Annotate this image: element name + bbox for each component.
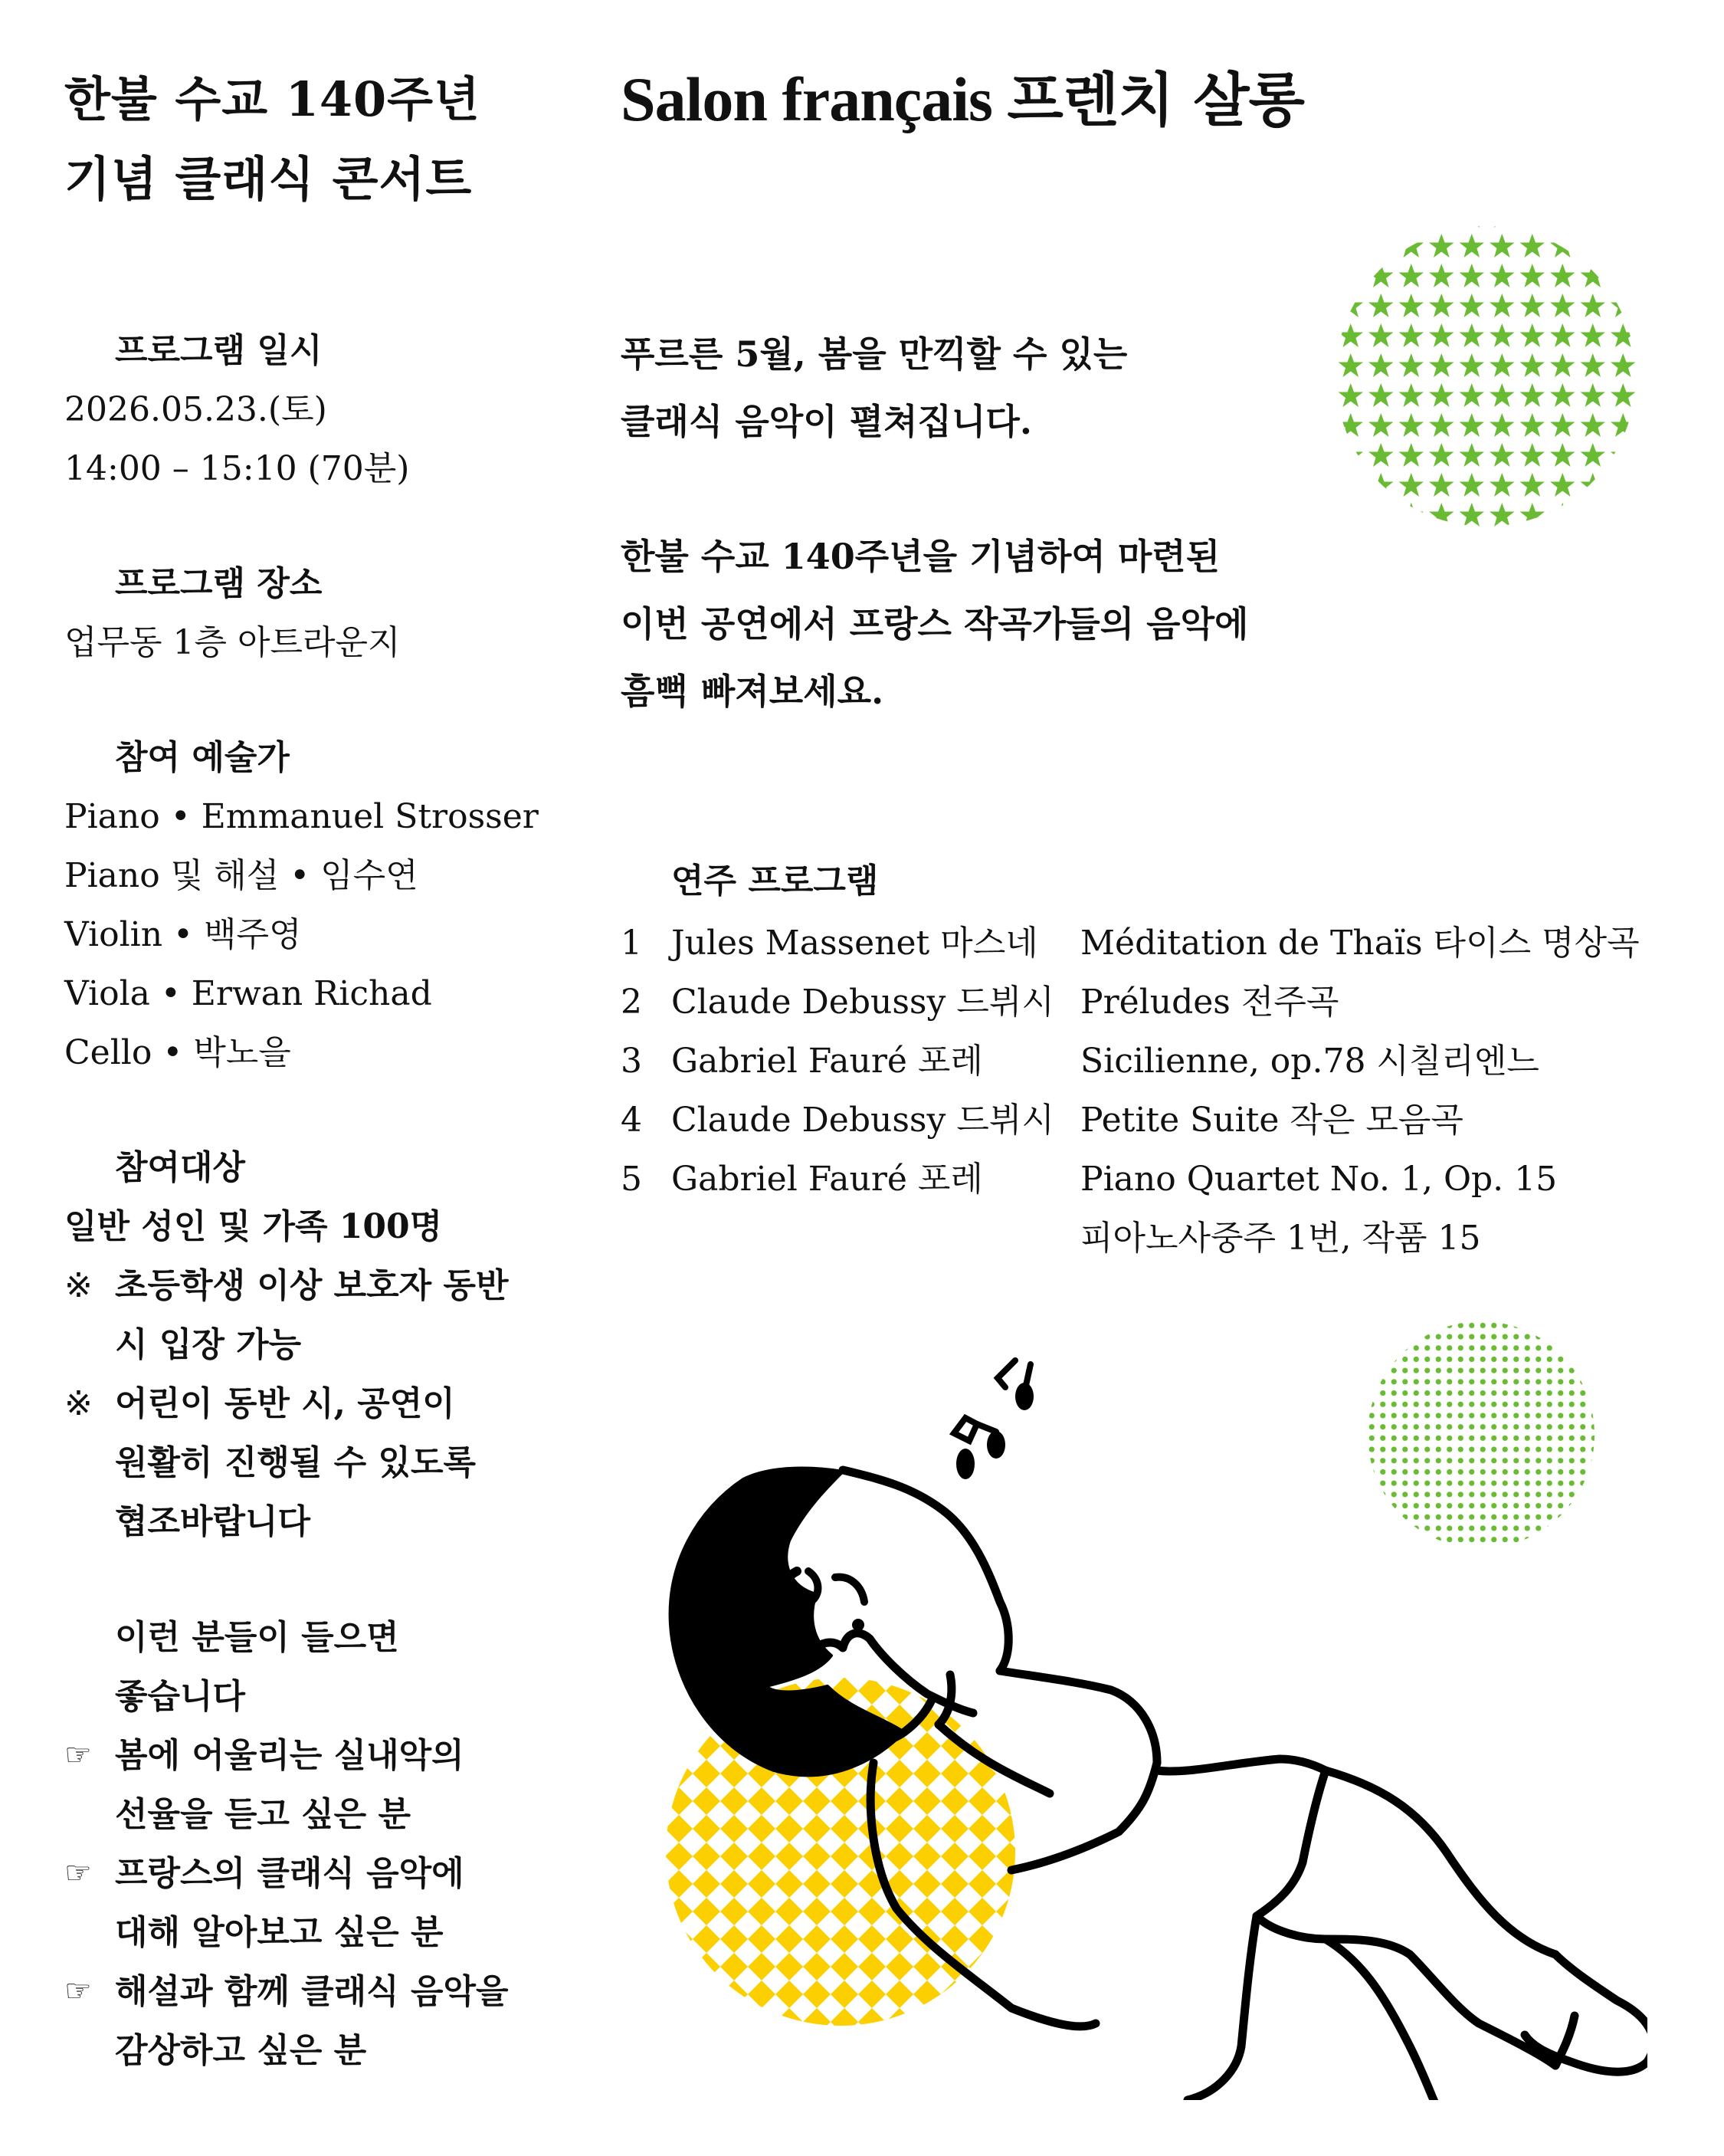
green-star-circle-icon xyxy=(1333,224,1638,529)
audience-capacity: 일반 성인 및 가족 100명 xyxy=(64,1207,443,1246)
schedule-heading: 프로그램 일시 xyxy=(115,331,323,370)
artists-heading: 참여 예술가 xyxy=(115,738,290,777)
program-number: 5 xyxy=(621,1160,642,1199)
program-section xyxy=(621,852,1709,1268)
program-composer: Claude Debussy 드뷔시 xyxy=(671,983,1054,1022)
program-work: Petite Suite 작은 모음곡 xyxy=(1080,1101,1463,1140)
event-title xyxy=(64,60,570,219)
artist-item: Viola • Erwan Richad xyxy=(64,974,432,1013)
audience-note-continued: 시 입장 가능 xyxy=(115,1325,302,1364)
artist-item: Violin • 백주영 xyxy=(64,915,302,954)
hair-shape xyxy=(670,1469,904,1776)
intro-line: 흠뻑 빠져보세요. xyxy=(621,671,884,712)
recommend-heading: 좋습니다 xyxy=(115,1677,246,1716)
schedule-section xyxy=(64,322,585,498)
program-row xyxy=(621,914,1709,973)
recommend-item: ☞ 해설과 함께 클래식 음악을 xyxy=(64,1962,585,2021)
artist-item: Piano • Emmanuel Strosser xyxy=(64,797,539,836)
reference-mark-icon: ※ xyxy=(64,1266,93,1305)
program-composer: Gabriel Fauré 포레 xyxy=(671,1160,983,1199)
recommend-item: ☞ 봄에 어울리는 실내악의 xyxy=(64,1726,585,1785)
audience-note: ※ 어린이 동반 시, 공연이 xyxy=(64,1374,585,1433)
venue-heading: 프로그램 장소 xyxy=(115,564,323,603)
artist-item: Cello • 박노을 xyxy=(64,1033,291,1072)
audience-note-continued: 협조바랍니다 xyxy=(115,1502,311,1541)
audience-note: ※ 초등학생 이상 보호자 동반 xyxy=(64,1256,585,1315)
pointing-hand-icon: ☞ xyxy=(64,1856,92,1891)
intro-line: 한불 수교 140주년을 기념하여 마련된 xyxy=(621,536,1221,577)
program-number: 1 xyxy=(621,924,642,963)
page-title-french: Salon français xyxy=(621,64,992,134)
intro-text xyxy=(621,320,1387,725)
program-work: Sicilienne, op.78 시칠리엔느 xyxy=(1080,1042,1539,1081)
program-composer: Gabriel Fauré 포레 xyxy=(671,1042,983,1081)
venue-place: 업무동 1층 아트라운지 xyxy=(64,623,401,662)
recommend-item-continued: 감상하고 싶은 분 xyxy=(115,2031,367,2070)
info-column xyxy=(64,322,585,2137)
intro-line: 이번 공연에서 프랑스 작곡가들의 음악에 xyxy=(621,603,1249,645)
program-composer: Jules Massenet 마스네 xyxy=(671,924,1038,963)
pointing-hand-icon: ☞ xyxy=(64,1738,92,1773)
recommend-item: ☞ 프랑스의 클래식 음악에 xyxy=(64,1844,585,1903)
audience-section xyxy=(64,1139,585,1551)
venue-section xyxy=(64,555,585,672)
program-composer: Claude Debussy 드뷔시 xyxy=(671,1101,1054,1140)
program-heading: 연주 프로그램 xyxy=(671,861,879,901)
schedule-date: 2026.05.23.(토) xyxy=(64,390,327,429)
music-note-icon xyxy=(935,1349,1042,1487)
event-title-line1: 한불 수교 140주년 xyxy=(64,71,480,127)
artist-item: Piano 및 해설 • 임수연 xyxy=(64,856,418,895)
program-work: Méditation de Thaïs 타이스 명상곡 xyxy=(1080,924,1640,963)
program-row xyxy=(621,1150,1709,1209)
recommend-section xyxy=(64,1608,585,2080)
intro-line: 클래식 음악이 펼쳐집니다. xyxy=(621,401,1032,442)
program-work: Piano Quartet No. 1, Op. 15 xyxy=(1080,1160,1558,1199)
program-number: 2 xyxy=(621,983,642,1022)
intro-line: 푸르른 5월, 봄을 만끽할 수 있는 xyxy=(621,333,1128,375)
artists-section xyxy=(64,729,585,1082)
reference-mark-icon: ※ xyxy=(64,1384,93,1423)
program-work-korean: 피아노사중주 1번, 작품 15 xyxy=(1080,1219,1481,1258)
program-row xyxy=(621,1091,1709,1150)
audience-heading: 참여대상 xyxy=(115,1148,246,1187)
program-row xyxy=(621,1032,1709,1091)
page-title xyxy=(621,61,1304,139)
pointing-hand-icon: ☞ xyxy=(64,1974,92,2009)
child-listening-illustration xyxy=(651,1334,1647,2100)
event-title-line2: 기념 클래식 콘서트 xyxy=(64,151,473,207)
audience-note-continued: 원활히 진행될 수 있도록 xyxy=(115,1443,476,1482)
recommend-item-continued: 선율을 듣고 싶은 분 xyxy=(115,1795,411,1834)
schedule-time: 14:00 – 15:10 (70분) xyxy=(64,449,410,488)
program-number: 4 xyxy=(621,1101,642,1140)
program-work: Préludes 전주곡 xyxy=(1080,983,1339,1022)
program-row xyxy=(621,973,1709,1032)
program-number: 3 xyxy=(621,1042,642,1081)
page-title-korean: 프렌치 살롱 xyxy=(1007,66,1304,134)
recommend-item-continued: 대해 알아보고 싶은 분 xyxy=(115,1913,444,1952)
recommend-heading: 이런 분들이 들으면 xyxy=(115,1618,399,1657)
